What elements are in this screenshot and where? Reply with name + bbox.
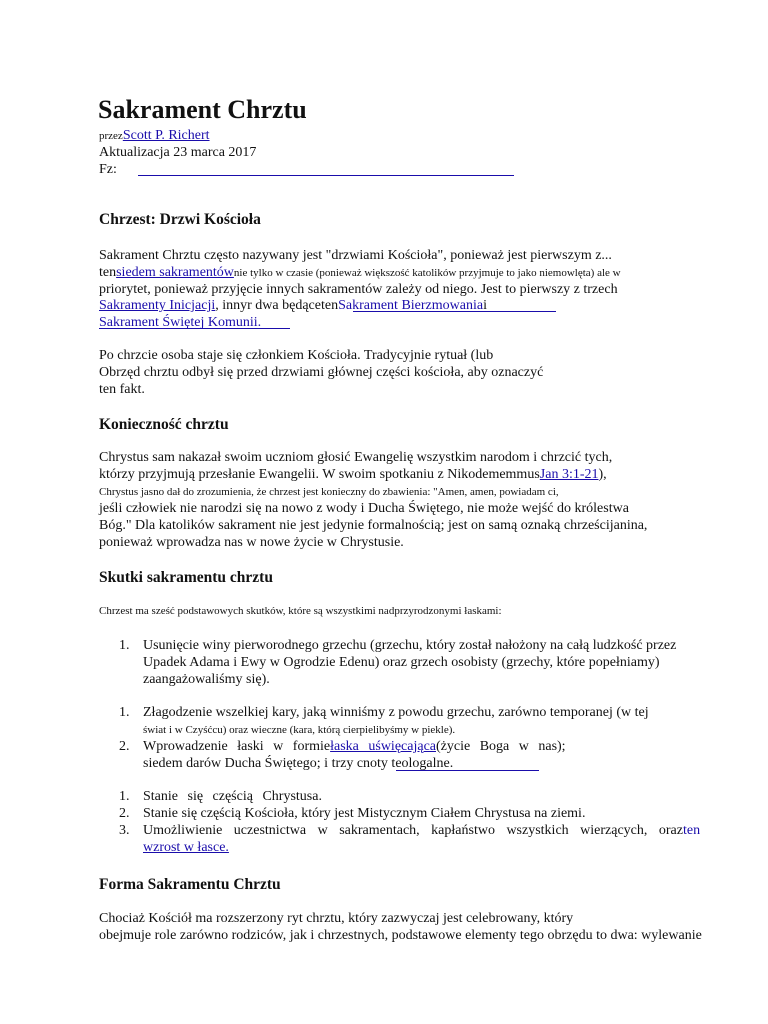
list-a-item-1-line-1: Usunięcie winy pierworodnego grzechu (grzechu, który został nałożony na całą ludzkość przez [143,638,677,653]
s1-line-1: Sakrament Chrztu często nazywany jest "drzwiami Kościoła", ponieważ jest pierwszym z... [99,248,612,263]
list-c-item-3-line-2 [143,839,229,856]
section-heading-doors: Chrzest: Drzwi Kościoła [99,211,261,228]
holy-communion-link-underline[interactable] [99,328,290,329]
section-heading-effects: Skutki sakramentu chrztu [99,569,273,586]
page-title: Sakrament Chrztu [98,95,307,124]
growth-in-grace-link[interactable]: wzrost w łasce. [143,840,229,855]
holy-communion-link[interactable]: Sakrament Świętej Komunii. [99,315,262,330]
list-a-item-1-line-3: zaangażowaliśmy się). [143,672,270,687]
s1-line-2: tensiedem sakramentównie tylko w czasie (ponieważ większość katolików przyjmuje to jako niemowlęta) ale w [99,265,621,280]
list-b-item-1-line-1: Złagodzenie wszelkiej kary, jaką winniśmy z powodu grzechu, zarówno temporanej (w tej [143,705,649,720]
sanctifying-grace-link[interactable]: łaska uświęcająca [330,739,436,754]
seven-sacraments-link[interactable]: siedem sakramentów [116,265,234,280]
s2-line-4: jeśli człowiek nie narodzi się na nowo z wody i Ducha Świętego, nie może wejść do królestwa [99,501,629,516]
list-c-item-3-line-1: Umożliwienie uczestnictwa w sakramentach, kapłaństwo wszystkich wierzących, orazten [143,823,701,838]
list-b-number-1: 1. [119,705,130,720]
confirmation-link-underline[interactable] [353,311,556,312]
byline-prefix: przez [99,130,123,142]
list-c-item-2: Stanie się częścią Kościoła, który jest Mistycznym Ciałem Chrystusa na ziemi. [143,806,586,821]
s2-line-3: Chrystus jasno dał do zrozumienia, że chrzest jest konieczny do zbawienia: "Amen, amen, powiadam ci, [99,486,559,498]
list-b-number-2: 2. [119,739,130,754]
s2-line-5: Bóg." Dla katolików sakrament nie jest jedynie formalnością; jest on samą oznaką chrześcijanina, [99,518,648,533]
list-b-item-2-line-1: Wprowadzenie łaski w formiełaska uświęcająca(życie Boga w nas); [143,739,566,754]
section-heading-form: Forma Sakramentu Chrztu [99,876,281,893]
initiation-sacraments-link[interactable]: Sakramenty Inicjacji [99,298,216,313]
fz-label: Fz: [99,162,117,177]
s1-line-3: priorytet, ponieważ przyjęcie innych sakramentów zależy od niego. Jest to pierwszy z trzech [99,282,618,297]
list-a-number-1: 1. [119,638,130,653]
grace-growth-link-start[interactable]: ten [682,823,701,838]
s1-p2-line-1: Po chrzcie osoba staje się członkiem Kościoła. Tradycyjnie rytuał (lub [99,348,494,363]
s4-line-1: Chociaż Kościół ma rozszerzony ryt chrztu, który zazwyczaj jest celebrowany, który [99,911,574,926]
confirmation-link[interactable]: Sakrament Bierzmowania [338,298,484,313]
author-link[interactable]: Scott P. Richert [122,128,210,143]
byline [99,127,210,145]
section-heading-necessity: Konieczność chrztu [99,416,229,433]
s2-line-2: którzy przyjmują przesłanie Ewangelii. W swoim spotkaniu z NikodememmusJan 3:1-21), [99,467,607,482]
s1-line-4: Sakramenty Inicjacji, innyr dwa będącetenSakrament Bierzmowaniai [99,298,487,313]
john-3-link[interactable]: Jan 3:1-21 [539,467,599,482]
list-c-number-3: 3. [119,823,130,838]
list-b-item-1-line-2: świat i w Czyśćcu) oraz wieczne (kara, którą cierpielibyśmy w piekle). [143,724,456,736]
update-date: Aktualizacja 23 marca 2017 [99,145,257,160]
s4-line-2: obejmuje role zarówno rodziców, jak i chrzestnych, podstawowe elementy tego obrzędu to dwa: wylewanie [99,928,702,943]
s1-p2-line-3: ten fakt. [99,382,145,397]
list-c-number-1: 1. [119,789,130,804]
list-c-item-1: Stanie się częścią Chrystusa. [143,789,322,804]
list-a-item-1-line-2: Upadek Adama i Ewy w Ogrodzie Edenu) oraz grzech osobisty (grzechy, które popełniamy) [143,655,660,670]
list-c-number-2: 2. [119,806,130,821]
fz-link-underline[interactable] [138,175,514,176]
s2-line-6: ponieważ wprowadza nas w nowe życie w Chrystusie. [99,535,404,550]
s3-intro: Chrzest ma sześć podstawowych skutków, które są wszystkimi nadprzyrodzonymi łaskami: [99,605,502,617]
list-b-item-2-line-2: siedem darów Ducha Świętego; i trzy cnoty teologalne. [143,756,454,771]
s1-p2-line-2: Obrzęd chrztu odbył się przed drzwiami głównej części kościoła, aby oznaczyć [99,365,544,380]
theological-virtues-link-underline[interactable] [396,770,539,771]
s2-line-1: Chrystus sam nakazał swoim uczniom głosić Ewangelię wszystkim narodom i chrzcić tych, [99,450,613,465]
